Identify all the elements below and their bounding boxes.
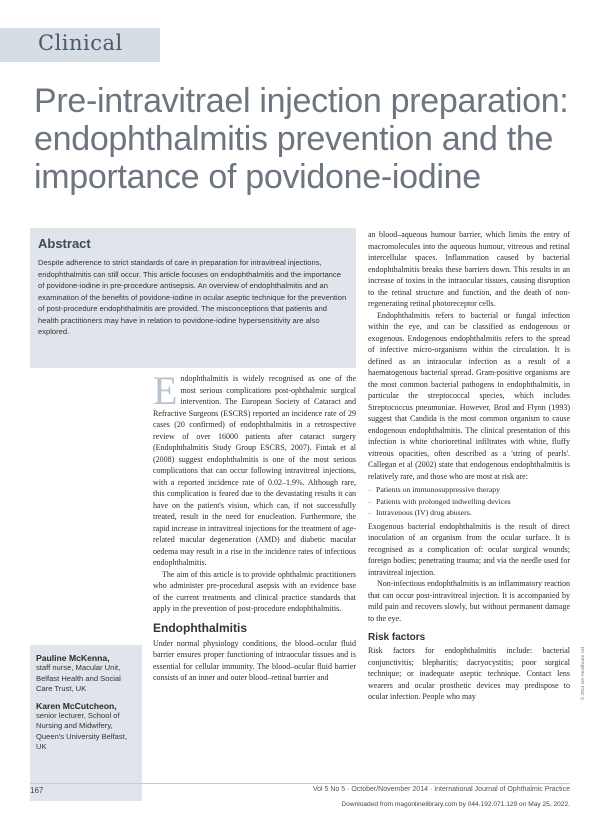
intro-text: ndophthalmitis is widely recognised as one of the most serious complications post-ophthalmic surgical intervention. The European Society of Cataract and Refractive Surgeons (ESCRS) reported an incidence rate of 29 cases (20 confirmed) of endophthalmitis in a retrospective review of over 16000 patients after cataract surgery (Endophthalmitis Study Group ESCRS, 2007). Fintak et al (2008) suggest endophthalmitis is one of the most serious complications that can occur following intravitreal injections, with a reported incidence rate of 0.02–1.9%. Although rare, this complication is feared due to the devastating results it can have on the patient's vision, which can, if not successfully treated, result in the need for enucleation. Furthermore, the rapid increase in intravitreal injections for the treatment of age-related macular degeneration (AMD) and diabetic macular oedema may result in a rise in the incidence rates of infectious endophthalmitis. <box>153 374 356 567</box>
section-tab <box>0 28 160 62</box>
physiology-paragraph: Under normal physiology conditions, the blood–ocular fluid barrier ensures proper functioning of intraocular tissues and is essential for cellular immunity. The blood–ocular fluid barrier consists of an inner and outer blood–retinal barrier and <box>153 638 356 682</box>
list-item: – Intravenous (IV) drug abusers. <box>368 507 570 519</box>
section-label: Clinical <box>38 31 123 55</box>
list-item: – Patients on immunosuppressive therapy <box>368 484 570 496</box>
endophthalmitis-heading: Endophthalmitis <box>153 620 247 635</box>
risk-group-list <box>368 484 570 519</box>
abstract-box <box>30 228 356 368</box>
page-number: 167 <box>30 786 44 795</box>
author-box <box>30 645 142 801</box>
abstract-text: Despite adherence to strict standards of care in preparation for intravitreal injections, endophthalmitis can still occur. This article focuses on endophthalmitis and the importance of povidone-iodine in pre-procedure antisepsis. An overview of endophthalmitis and an examination of the benefits of povidone-iodine in ocular aseptic technique for the prevention of post-procedure endophthalmitis are provided. The misconceptions that patients and health practitioners may have in relation to povidone-iodine hypersensitivity are also explored. <box>38 258 347 336</box>
exogenous-paragraph: Exogenous bacterial endophthalmitis is the result of direct inoculation of an organism from the ocular surface. It is recognised as a complication of: ocular surgical wounds; foreign bodies; penetrating trauma; and via the needle used for intravitreal injection. <box>368 521 570 577</box>
body-column-left <box>153 368 356 684</box>
author-name: Karen McCutcheon, <box>36 700 117 711</box>
copyright-notice: © 2014 MA Healthcare Ltd <box>580 647 585 700</box>
body-column-right <box>368 229 570 703</box>
author-role: senior lecturer, School of Nursing and Midwifery, Queen's University Belfast, UK <box>36 710 127 751</box>
author-name: Pauline McKenna, <box>36 653 110 663</box>
article-title: Pre-intravitrael injection preparation: endophthalmitis prevention and the importance of povidone-iodine <box>34 82 569 196</box>
list-item: – Patients with prolonged indwelling devices <box>368 496 570 508</box>
author-role: staff nurse, Macular Unit, Belfast Health and Social Care Trust, UK <box>36 663 121 693</box>
risk-factors-heading: Risk factors <box>368 632 426 643</box>
risk-factors-paragraph: Risk factors for endophthalmitis include: bacterial conjunctivitis; blepharitis; dacryocystitis; poor surgical technique; or inadequate aseptic technique. Contact lens wearers and ocular prosthetic devices may predispose to ocular infection. People who may <box>368 646 570 701</box>
abstract-heading: Abstract <box>38 236 91 251</box>
non-infectious-paragraph: Non-infectious endophthalmitis is an inflammatory reaction that can occur post-intravitreal injection. It is accompanied by mild pain and recovers slowly, but without permanent damage to the eye. <box>368 579 570 623</box>
journal-citation: Vol 5 No 5 · October/November 2014 · International Journal of Ophthalmic Practice <box>312 786 570 793</box>
intro-paragraph <box>153 368 356 569</box>
download-notice: Downloaded from magonlinelibrary.com by 044.192.071.129 on May 25, 2022. <box>341 801 570 808</box>
classification-paragraph: Endophthalmitis refers to bacterial or fungal infection within the eye, and can be classified as endogenous or exogenous. Endogenous endophthalmitis refers to the spread of infective micro-organisms within the circulation. It is defined as an intraocular infection as a result of a haematogenous bacterial spread. Gram-positive organisms are the most common bacterial pathogens in endophthalmitis, in particular the streptococcal species, which includes Streptococcus pneumoniae. However, Brod and Flynn (1993) suggest that Candida is the most common organism to cause endogenous endophthalmitis. The clinical presentation of this infection is white chorioretinal infiltrates with white, fluffy vitreous opacities, often described as a 'string of pearls'. Callegan et al (2002) state that endogenous endophthalmitis is relatively rare, and those who are most at risk are: <box>368 310 570 481</box>
footer-divider <box>30 783 570 784</box>
barrier-paragraph: an blood–aqueous humour barrier, which limits the entry of macromolecules into the aqueous humour, vitreous and retinal intercellular spaces. Inflammation caused by bacterial endophthalmitis breaks these barriers down. This results in an increase of toxins in the intraocular tissues, causing disruption to the retinal structure and function, and the death of non-regenerating retinal photoreceptor cells. <box>368 230 570 308</box>
aim-paragraph: The aim of this article is to provide ophthalmic practitioners who administer pre-procedural asepsis with an evidence base of the current treatments and clinical practice standards that apply in the prevention of post-procedure endophthalmitis. <box>153 569 356 613</box>
drop-cap: E <box>153 368 178 413</box>
